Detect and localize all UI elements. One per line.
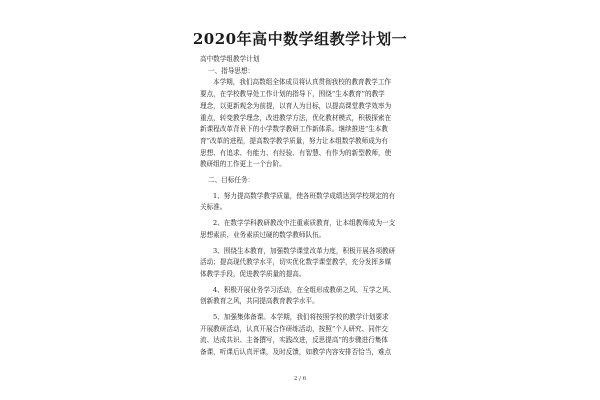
subtitle-line: 高中数学组教学计划 <box>200 55 260 63</box>
paragraph-line: 1、努力提高数学教学质量，使各班数学成绩达到学校规定的有 <box>213 191 396 200</box>
paragraph-line: 思想、有追求、有能力、有经验、有智慧、有作为的新型教师，使 <box>200 148 392 157</box>
paragraph-line: 4、积极开展业务学习活动，在全组形成教研之风、互学之风、 <box>213 285 396 294</box>
page-number: 2 / 6 <box>293 376 307 382</box>
section-heading: 二、目标任务： <box>208 176 255 185</box>
paragraph-line: 新课程改革背景下的小学数学教研工作新体系。继续推进“生本教 <box>200 125 388 134</box>
paragraph-line: 育”改革的进程，提高数学教学质量，努力让本组数学教师成为有 <box>200 136 388 145</box>
paragraph-line: 思想素质、业务素质过硬的数学教师队伍。 <box>200 230 326 239</box>
paragraph-line: 要点，在学校教导处工作计划的指导下，围绕“生本教育”的教学 <box>200 90 385 99</box>
paragraph-line: 5、加强集体备课。本学期，我们将按照学校的教学计划要求 <box>213 313 389 322</box>
paragraph-line: 流、达成共识、主备撰写，实践改进，反思提高”的步骤进行集体 <box>200 336 388 345</box>
paragraph-line: 3、围绕生本教育，加强数学课堂改革力度，积极开展各项教研 <box>213 246 396 255</box>
paragraph-line: 本学期，我们高数组全体成员将认真贯彻我校的教育教学工作 <box>213 78 392 87</box>
paragraph-line: 关标准。 <box>200 203 227 212</box>
paragraph-line: 2、在数学学科教研教改中注重素质教育，让本组教师成为一支 <box>213 219 396 228</box>
document-body <box>200 54 412 359</box>
paragraph-line: 教研组的工作更上一个台阶。 <box>200 160 286 169</box>
document-title: 2020年高中数学组教学计划一 <box>192 30 408 48</box>
paragraph-line: 理念，以更新观念为前提，以育人为目标，以提高课堂教学效率为 <box>200 101 392 110</box>
paragraph-line: 备课，听课后认真评课，及时反馈，如教学内容安排否恰当，难点 <box>200 348 392 357</box>
section-heading: 一、指导思想： <box>208 66 255 75</box>
paragraph-line: 体教学手段，促进教学质量的提高。 <box>200 269 306 278</box>
paragraph-line: 活动；提高现代教学水平，切实优化数学课堂教学，充分发挥多媒 <box>200 258 392 267</box>
paragraph-line: 创新教育之风，共同提高教育教学水平。 <box>200 297 319 306</box>
paragraph-line: 开展教研活动，认真开展合作研练活动，按照“个人研究、同伴交 <box>200 324 388 333</box>
paragraph-line: 重点，转变教学理念，改进教学方法，优化教材模式，积极探索在 <box>200 113 392 122</box>
